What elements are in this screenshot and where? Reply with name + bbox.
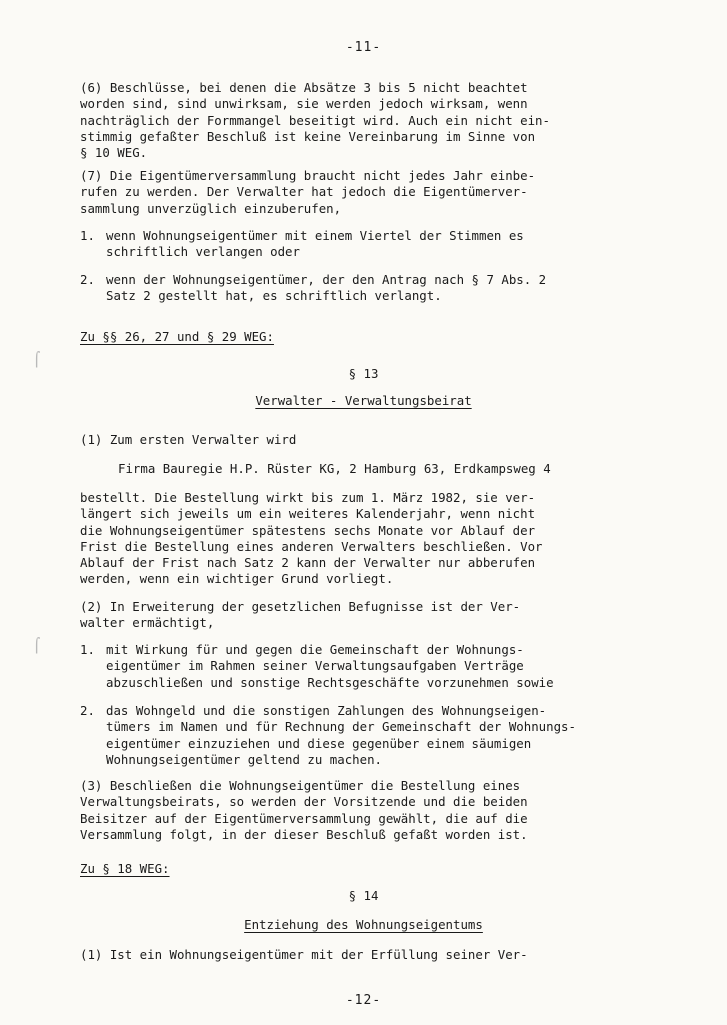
paragraph-6 [80,80,640,161]
heading-zu-18: Zu § 18 WEG: [80,861,170,876]
text-line: tümers im Namen und für Rechnung der Gemeinschaft der Wohnungs- [106,719,576,735]
s13-paragraph-2 [80,599,640,632]
margin-mark: ⌠ [33,638,41,654]
text-line: stimmig gefaßter Beschluß ist keine Vereinbarung im Sinne von [80,128,536,144]
text-line: (2) In Erweiterung der gesetzlichen Befugnisse ist der Ver- [80,599,521,614]
s13-paragraph-1-body [80,490,640,588]
list-item [80,703,660,769]
list-item [80,642,660,692]
section-14-number: § 14 [348,888,379,903]
text-line: worden sind, sind unwirksam, sie werden jedoch wirksam, wenn [80,96,528,112]
text-line: Verwaltungsbeirats, so werden der Vorsitzende und die beiden [80,794,528,810]
text-line: sammlung unverzüglich einzuberufen, [80,200,342,216]
section-13-title: Verwalter - Verwaltungsbeirat [255,393,472,408]
margin-mark: ⌠ [33,352,41,368]
text-line: wenn Wohnungseigentümer mit einem Viertel der Stimmen es [106,228,524,243]
text-line: (7) Die Eigentümerversammlung braucht nicht jedes Jahr einbe- [80,168,536,183]
list-number: 2. [80,703,95,718]
text-line: Satz 2 gestellt hat, es schriftlich verlangt. [106,288,442,304]
text-line: (3) Beschließen die Wohnungseigentümer die Bestellung eines [80,778,521,793]
text-line: § 10 WEG. [80,145,148,161]
list-number: 2. [80,272,95,287]
s14-paragraph-1: (1) Ist ein Wohnungseigentümer mit der Erfüllung seiner Ver- [80,947,528,962]
text-line: bestellt. Die Bestellung wirkt bis zum 1. März 1982, sie ver- [80,490,536,505]
text-line: mit Wirkung für und gegen die Gemeinschaft der Wohnungs- [106,642,524,657]
text-line: nachträglich der Formmangel beseitigt wird. Auch ein nicht ein- [80,112,550,128]
text-line: Wohnungseigentümer geltend zu machen. [106,751,383,767]
page-number-top: -11- [345,40,382,55]
list-item [80,272,660,306]
list-number: 1. [80,642,95,657]
page-number-bottom: -12- [345,993,382,1008]
text-line: Versammlung folgt, in der dieser Beschluß gefaßt worden ist. [80,826,528,842]
paragraph-7 [80,168,640,217]
text-line: werden, wenn ein wichtiger Grund vorliegt. [80,571,394,587]
list-item [80,228,660,262]
text-line: (6) Beschlüsse, bei denen die Absätze 3 bis 5 nicht beachtet [80,80,528,95]
text-line: wenn der Wohnungseigentümer, der den Antrag nach § 7 Abs. 2 [106,272,547,287]
heading-zu-26-27-29: Zu §§ 26, 27 und § 29 WEG: [80,329,274,344]
s13-firm: Firma Bauregie H.P. Rüster KG, 2 Hamburg 63, Erdkampsweg 4 [118,461,551,476]
text-line: die Wohnungseigentümer spätestens sechs Monate vor Ablauf der [80,522,536,538]
section-13-number: § 13 [348,366,379,381]
text-line: Beisitzer auf der Eigentümerversammlung gewählt, die auf die [80,810,528,826]
text-line: Ablauf der Frist nach Satz 2 kann der Verwalter nur abberufen [80,555,536,571]
s13-para-1-intro: (1) Zum ersten Verwalter wird [80,432,297,447]
text-line: walter ermächtigt, [80,615,215,631]
text-line: längert sich jeweils um ein weiteres Kalenderjahr, wenn nicht [80,506,536,522]
text-line: abzuschließen und sonstige Rechtsgeschäfte vorzunehmen sowie [106,674,554,690]
section-14-title: Entziehung des Wohnungseigentums [244,917,483,932]
text-line: Frist die Bestellung eines anderen Verwalters beschließen. Vor [80,538,543,554]
s13-paragraph-3 [80,778,640,843]
text-line: rufen zu werden. Der Verwalter hat jedoch die Eigentümerver- [80,184,528,200]
text-line: das Wohngeld und die sonstigen Zahlungen des Wohnungseigen- [106,703,547,718]
list-number: 1. [80,228,95,243]
text-line: schriftlich verlangen oder [106,244,300,260]
text-line: eigentümer im Rahmen seiner Verwaltungsaufgaben Verträge [106,658,524,674]
text-line: eigentümer einzuziehen und diese gegenüber einem säumigen [106,735,532,751]
